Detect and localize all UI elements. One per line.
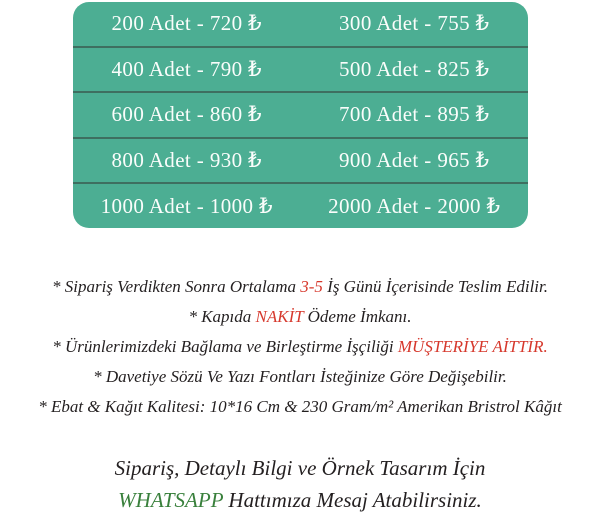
- note-highlight: NAKİT: [255, 307, 304, 326]
- note-highlight: 3-5: [300, 277, 323, 296]
- note-text: * Sipariş Verdikten Sonra Ortalama: [52, 277, 301, 296]
- table-row: [73, 137, 528, 183]
- note-line-fonts: [0, 362, 600, 392]
- note-text: Ödeme İmkanı.: [303, 307, 412, 326]
- table-row: [73, 46, 528, 92]
- price-cell-right: 900 Adet - 965 ₺: [339, 148, 490, 173]
- footer-line-2: [0, 484, 600, 516]
- footer-line-1: Sipariş, Detaylı Bilgi ve Örnek Tasarım İçin: [114, 456, 486, 480]
- price-cell-right: 700 Adet - 895 ₺: [339, 102, 490, 127]
- price-cell-right: 2000 Adet - 2000 ₺: [328, 193, 501, 218]
- note-text: İş Günü İçerisinde Teslim Edilir.: [322, 277, 548, 296]
- note-line-assembly: [0, 332, 600, 362]
- price-cell-left: 1000 Adet - 1000 ₺: [100, 193, 273, 218]
- note-line-paper: [0, 392, 600, 422]
- notes-list: [0, 272, 600, 422]
- table-row: [73, 2, 528, 46]
- note-text: * Ebat & Kağıt Kalitesi: 10*16 Cm & 230 Gram/m² Amerikan Bristrol Kâğıt: [38, 397, 562, 416]
- price-cell-left: 800 Adet - 930 ₺: [111, 148, 262, 173]
- footer-text: Hattımıza Mesaj Atabilirsiniz.: [223, 488, 482, 512]
- price-cell-left: 400 Adet - 790 ₺: [111, 56, 262, 81]
- price-cell-right: 300 Adet - 755 ₺: [339, 11, 490, 36]
- price-cell-left: 600 Adet - 860 ₺: [111, 102, 262, 127]
- footer: [0, 452, 600, 516]
- table-row: [73, 91, 528, 137]
- note-text: * Ürünlerimizdeki Bağlama ve Birleştirme İşçiliği: [52, 337, 398, 356]
- price-table: [73, 2, 528, 228]
- price-cell-left: 200 Adet - 720 ₺: [111, 11, 262, 36]
- note-line-delivery: [0, 272, 600, 302]
- note-line-payment: [0, 302, 600, 332]
- note-text: * Davetiye Sözü Ve Yazı Fontları İsteğinize Göre Değişebilir.: [93, 367, 507, 386]
- whatsapp-label: WHATSAPP: [118, 488, 224, 512]
- price-cell-right: 500 Adet - 825 ₺: [339, 56, 490, 81]
- note-text: * Kapıda: [188, 307, 256, 326]
- note-highlight: MÜŞTERİYE AİTTİR.: [397, 337, 548, 356]
- table-row: [73, 182, 528, 228]
